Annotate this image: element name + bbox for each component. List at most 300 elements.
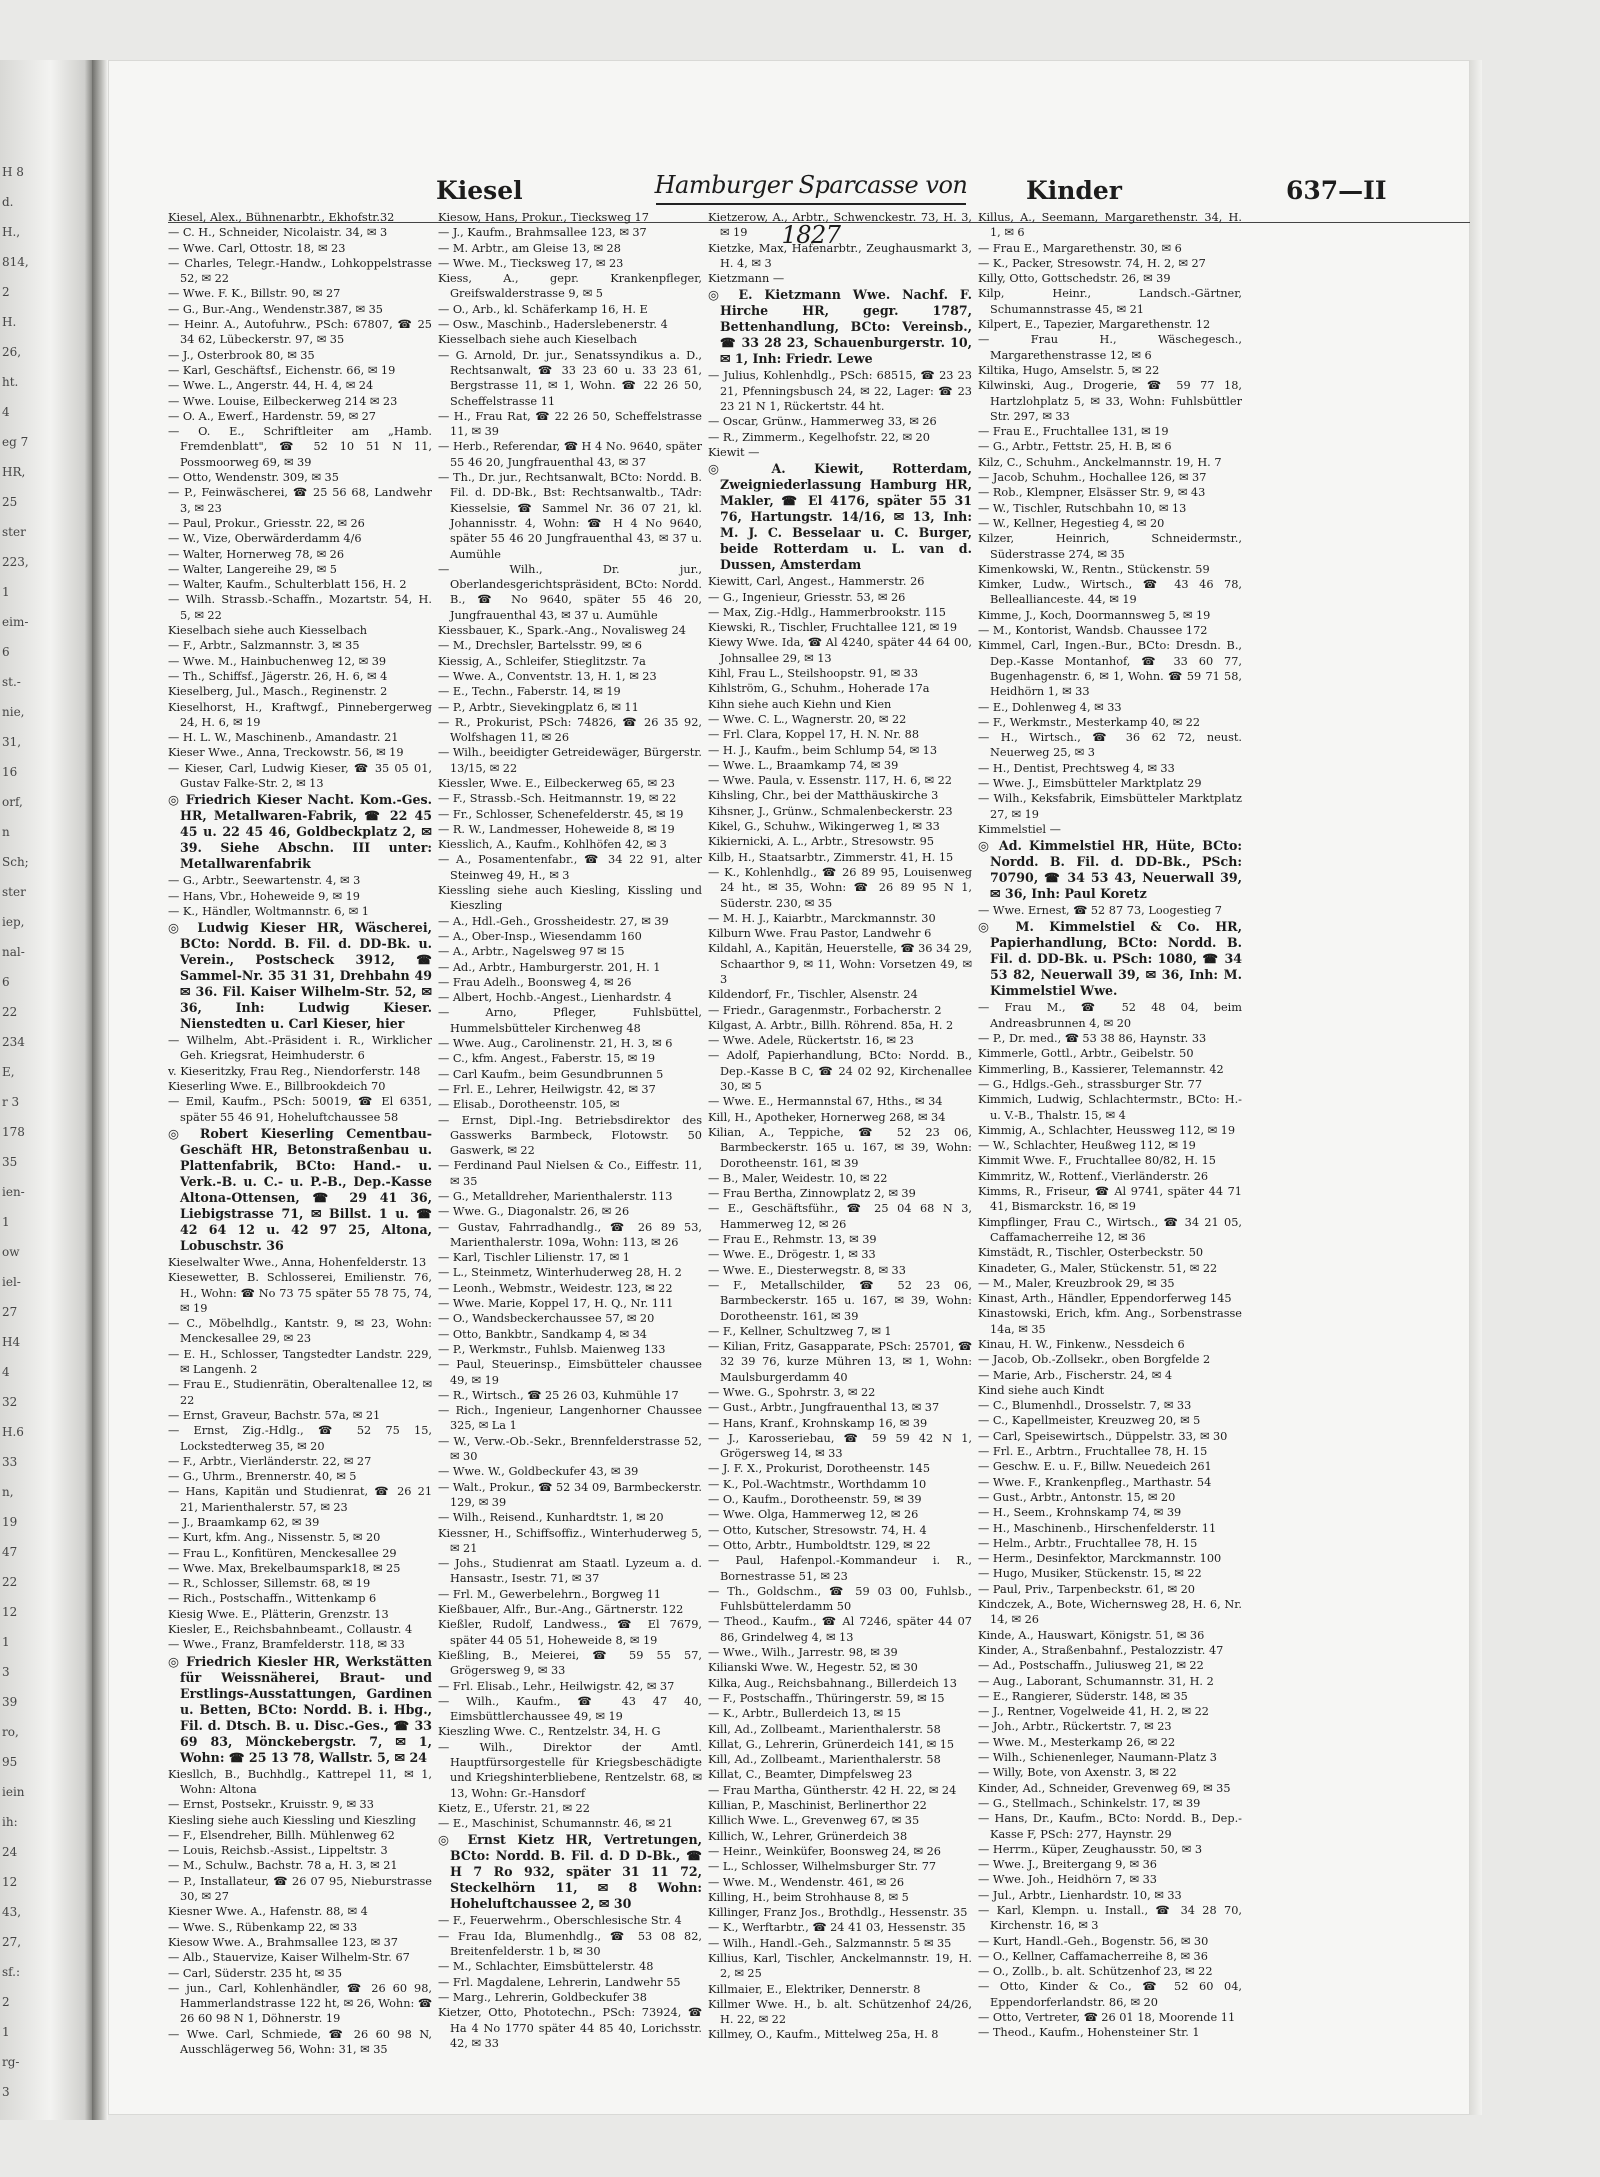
- directory-entry: — Wwe. C. L., Wagnerstr. 20, ✉ 22: [708, 712, 907, 726]
- directory-entry: — Fr., Schlosser, Schenefelderstr. 45, ✉ 19: [438, 807, 684, 821]
- directory-entry: — Wilh., Dr. jur., Oberlandesgerichtspräsident, BCto: Nordd. B., ☎ No 9640, später 55 46 20, Jungfrauenthal 43, ✉ 37 u. Aumühle: [438, 562, 702, 622]
- directory-entry: — Helm., Arbtr., Fruchtallee 78, H. 15: [978, 1536, 1198, 1550]
- directory-entry: Kilka, Aug., Reichsbahnang., Billerdeich 13: [708, 1676, 957, 1690]
- directory-entry: — M., Kontorist, Wandsb. Chaussee 172: [978, 624, 1208, 638]
- directory-entry: — O., Wandsbeckerchaussee 57, ✉ 20: [438, 1312, 655, 1326]
- binding-text-fragment: HR,: [2, 465, 26, 479]
- directory-entry: — Wwe. M., Hainbuchenweg 12, ✉ 39: [168, 654, 387, 668]
- directory-entry: — Hans, Dr., Kaufm., BCto: Nordd. B., Dep.-Kasse F, PSch: 277, Haynstr. 29: [978, 1812, 1242, 1841]
- directory-entry: — Paul, Priv., Tarpenbeckstr. 61, ✉ 20: [978, 1582, 1195, 1596]
- directory-entry: Kiewy Wwe. Ida, ☎ Al 4240, später 44 64 00, Johnsallee 29, ✉ 13: [708, 636, 972, 665]
- directory-entry: Kilz, C., Schuhm., Anckelmannstr. 19, H. 7: [978, 455, 1222, 469]
- directory-entry: — Osw., Maschinb., Haderslebenerstr. 4: [438, 318, 668, 332]
- directory-entry: — E., Maschinist, Schumannstr. 46, ✉ 21: [438, 1817, 673, 1831]
- directory-entry: — Carl, Speisewirtsch., Düppelstr. 33, ✉ 30: [978, 1429, 1228, 1443]
- directory-entry: Kimme, J., Koch, Doormannsweg 5, ✉ 19: [978, 608, 1211, 622]
- directory-column-2: [438, 210, 702, 2095]
- directory-entry: — Hugo, Musiker, Stückenstr. 15, ✉ 22: [978, 1567, 1202, 1581]
- directory-entry: — Wwe. L., Angerstr. 44, H. 4, ✉ 24: [168, 379, 374, 393]
- binding-text-fragment: n,: [2, 1485, 14, 1499]
- directory-entry: Kihl, Frau L., Steilshoopstr. 91, ✉ 33: [708, 667, 919, 681]
- directory-entry: Kilb, H., Staatsarbtr., Zimmerstr. 41, H. 15: [708, 850, 954, 864]
- sparcasse-logo-text: Hamburger Sparcasse von 1827: [654, 171, 968, 249]
- directory-entry: Kilpert, E., Tapezier, Margarethenstr. 12: [978, 318, 1211, 332]
- binding-text-fragment: r 3: [2, 1095, 20, 1109]
- directory-entry: — Frl. E., Lehrer, Heilwigstr. 42, ✉ 37: [438, 1082, 656, 1096]
- directory-entry: — Kieser, Carl, Ludwig Kieser, ☎ 35 05 01, Gustav Falke-Str. 2, ✉ 13: [168, 761, 432, 790]
- directory-entry: — Carl Kaufm., beim Gesundbrunnen 5: [438, 1067, 664, 1081]
- directory-entry: — P., Arbtr., Sievekingplatz 6, ✉ 11: [438, 700, 639, 714]
- directory-entry: Kieselwalter Wwe., Anna, Hohenfelderstr. 13: [168, 1255, 427, 1269]
- directory-entry: Kiesewetter, B. Schlosserei, Emilienstr. 76, H., Wohn: ☎ No 73 75 später 55 78 75, 74, ✉ 19: [168, 1271, 432, 1315]
- directory-entry: — R., Wirtsch., ☎ 25 26 03, Kuhmühle 17: [438, 1388, 679, 1402]
- directory-entry: — Gust., Arbtr., Antonstr. 15, ✉ 20: [978, 1490, 1176, 1504]
- directory-entry: — Emil, Kaufm., PSch: 50019, ☎ El 6351, später 55 46 91, Hoheluftchaussee 58: [168, 1095, 432, 1124]
- directory-entry: — Rob., Klempner, Elsässer Str. 9, ✉ 43: [978, 486, 1206, 500]
- directory-entry: — Walter, Kaufm., Schulterblatt 156, H. 2: [168, 578, 407, 592]
- directory-entry: — Karl, Klempn. u. Install., ☎ 34 28 70, Kirchenstr. 16, ✉ 3: [978, 1903, 1242, 1933]
- directory-entry: Kietzmann —: [708, 272, 785, 286]
- binding-text-fragment: d.: [2, 195, 14, 209]
- directory-entry: Killich Wwe. L., Grevenweg 67, ✉ 35: [708, 1814, 920, 1828]
- binding-text-fragment: 4: [2, 405, 10, 419]
- directory-entry: — O. E., Schriftleiter am „Hamb. Fremdenblatt", ☎ 52 10 51 N 11, Possmoorweg 69, ✉ 39: [168, 425, 432, 469]
- directory-entry: Kilgast, A. Arbtr., Billh. Röhrend. 85a, H. 2: [708, 1018, 954, 1032]
- binding-text-fragment: E,: [2, 1065, 15, 1079]
- directory-entry: Kihsner, J., Grünw., Schmalenbeckerstr. 23: [708, 804, 953, 818]
- directory-entry: — W., Vize, Oberwärderdamm 4/6: [168, 532, 362, 546]
- directory-entry: — Frl. Magdalene, Lehrerin, Landwehr 55: [438, 1975, 681, 1989]
- directory-entry: Kiesel, Alex., Bühnenarbtr., Ekhofstr.32: [168, 211, 395, 224]
- directory-entry: — Frau Adelh., Boonsweg 4, ✉ 26: [438, 975, 632, 989]
- directory-entry: Kimmig, A., Schlachter, Heussweg 112, ✉ 19: [978, 1123, 1236, 1137]
- directory-entry: — Walt., Prokur., ☎ 52 34 09, Barmbeckerstr. 129, ✉ 39: [438, 1480, 702, 1509]
- directory-entry: Kieselhorst, H., Kraftwgf., Pinnebergerweg 24, H. 6, ✉ 19: [168, 700, 432, 729]
- directory-entry: — C., kfm. Angest., Faberstr. 15, ✉ 19: [438, 1052, 656, 1066]
- directory-entry: — Frau H., Wäschegesch., Margarethenstrasse 12, ✉ 6: [978, 333, 1242, 362]
- binding-text-fragment: 2: [2, 285, 10, 299]
- directory-entry: ◎ Friedrich Kiesler HR, Werkstätten für Weissnäherei, Braut- und Erstlings-Ausstattungen, Gardinen u. Betten, BCto: Nordd. B. i. Hbg., Fil. d. Dtsch. B. u. Disc.-Ges., ☎ 33 69 83, Mönckebergstr. 7, ✉ 1, Wohn: ☎ 25 13 78, Wallstr. 5, ✉ 24: [168, 1653, 432, 1765]
- directory-entry: — E., Techn., Faberstr. 14, ✉ 19: [438, 685, 621, 699]
- directory-entry: ◎ A. Kiewit, Rotterdam, Zweigniederlassung Hamburg HR, Makler, ☎ El 4176, später 55 31 76, Hartungstr. 14/16, ✉ 13, Inh: M. J. C. Besselaar u. C. Burger, beide Rotterdam u. L. van d. Dussen, Amsterdam: [708, 461, 972, 573]
- binding-text-fragment: 3: [2, 1665, 10, 1679]
- directory-entry: — G., Stellmach., Schinkelstr. 17, ✉ 39: [978, 1796, 1201, 1810]
- binding-text-fragment: 22: [2, 1575, 18, 1589]
- directory-entry: — M., Drechsler, Bartelsstr. 99, ✉ 6: [438, 639, 642, 653]
- directory-entry: — Elisab., Dorotheenstr. 105, ✉: [438, 1098, 620, 1112]
- directory-entry: — Wilh., Keksfabrik, Eimsbütteler Marktplatz 27, ✉ 19: [978, 792, 1242, 821]
- directory-entry: — Wwe. Joh., Heidhörn 7, ✉ 33: [978, 1873, 1157, 1887]
- directory-entry: — C., Kapellmeister, Kreuzweg 20, ✉ 5: [978, 1414, 1201, 1428]
- binding-text-fragment: 6: [2, 645, 10, 659]
- directory-entry: — Rich., Ingenieur, Langenhorner Chaussee 325, ✉ La 1: [438, 1404, 702, 1433]
- directory-entry: Kikiernicki, A. L., Arbtr., Stresowstr. 95: [708, 835, 935, 849]
- directory-entry: Kindczek, A., Bote, Wichernsweg 28, H. 6, Nr. 14, ✉ 26: [978, 1598, 1242, 1627]
- directory-entry: — Wilh., Schienenleger, Naumann-Platz 3: [978, 1751, 1217, 1765]
- page-number: 637—II: [1286, 176, 1387, 205]
- directory-entry: — H., Seem., Krohnskamp 74, ✉ 39: [978, 1506, 1182, 1520]
- directory-entry: — A., Posamentenfabr., ☎ 34 22 91, alter Steinweg 49, H., ✉ 3: [438, 853, 702, 882]
- binding-text-fragment: H4: [2, 1335, 21, 1349]
- directory-entry: Kildahl, A., Kapitän, Heuerstelle, ☎ 36 34 29, Schaarthor 9, ✉ 11, Wohn: Vorsetzen 49, ✉ 3: [708, 942, 972, 986]
- binding-text-fragment: 223,: [2, 555, 29, 569]
- directory-entry: — Frau E., Rehmstr. 13, ✉ 39: [708, 1233, 877, 1247]
- directory-entry: Kiesselbach siehe auch Kieselbach: [438, 333, 638, 347]
- directory-entry: Kimmelstiel —: [978, 822, 1061, 836]
- directory-entry: — Wwe. A., Conventstr. 13, H. 1, ✉ 23: [438, 669, 657, 683]
- directory-entry: Kinadeter, G., Maler, Stückenstr. 51, ✉ 22: [978, 1261, 1218, 1275]
- directory-entry: — Paul, Prokur., Griesstr. 22, ✉ 26: [168, 516, 365, 530]
- directory-entry: Killing, H., beim Strohhause 8, ✉ 5: [708, 1890, 909, 1904]
- directory-entry: — G., Metalldreher, Marienthalerstr. 113: [438, 1190, 673, 1203]
- directory-entry: — Carl, Süderstr. 235 ht, ✉ 35: [168, 1966, 343, 1980]
- directory-entry: — L., Steinmetz, Winterhuderweg 28, H. 2: [438, 1266, 682, 1280]
- directory-entry: — H., Maschinenb., Hirschenfelderstr. 11: [978, 1521, 1217, 1535]
- binding-strip-previous-page: [0, 60, 92, 2120]
- directory-entry: — Otto, Kutscher, Stresowstr. 74, H. 4: [708, 1523, 927, 1537]
- directory-entry: Kimmerling, B., Kassierer, Telemannstr. 42: [978, 1062, 1224, 1076]
- directory-entry: — F., Kellner, Schultzweg 7, ✉ 1: [708, 1324, 892, 1338]
- directory-column-3: [708, 210, 972, 2095]
- directory-entry: Kiltika, Hugo, Amselstr. 5, ✉ 22: [978, 363, 1160, 377]
- binding-text-fragment: 26,: [2, 345, 22, 359]
- directory-entry: — Wwe. Aug., Carolinenstr. 21, H. 3, ✉ 6: [438, 1037, 673, 1051]
- directory-entry: — Wwe. M., Wendenstr. 461, ✉ 26: [708, 1875, 905, 1889]
- directory-entry: — G. Arnold, Dr. jur., Senatssyndikus a. D., Rechtsanwalt, ☎ 33 23 60 u. 33 23 61, Bergstrasse 11, ✉ 1, Wohn. ☎ 22 26 50, Scheffelstrasse 11: [438, 348, 702, 408]
- directory-entry: Kiesling siehe auch Kiessling und Kieszling: [168, 1813, 416, 1827]
- directory-entry: Kiesllch, B., Buchhdlg., Kattrepel 11, ✉ 1, Wohn: Altona: [168, 1767, 432, 1796]
- directory-entry: Killus, A., Seemann, Margarethenstr. 34, H. 1, ✉ 6: [978, 211, 1242, 240]
- directory-entry: — Otto, Arbtr., Humboldtstr. 129, ✉ 22: [708, 1538, 931, 1552]
- directory-entry: — Karl, Geschäftsf., Eichenstr. 66, ✉ 19: [168, 363, 396, 377]
- directory-entry: — G., Bur.-Ang., Wendenstr.387, ✉ 35: [168, 302, 383, 316]
- directory-entry: — G., Hdlgs.-Geh., strassburger Str. 77: [978, 1077, 1203, 1091]
- directory-entry: — Wwe. E., Drögestr. 1, ✉ 33: [708, 1248, 876, 1262]
- directory-entry: — W., Tischler, Rutschbahn 10, ✉ 13: [978, 501, 1187, 515]
- directory-entry: — F., Feuerwehrm., Oberschlesische Str. 4: [438, 1914, 682, 1928]
- directory-entry: — Wwe., Franz, Bramfelderstr. 118, ✉ 33: [168, 1638, 405, 1652]
- directory-entry: — Frau E., Studienrätin, Oberaltenallee 12, ✉ 22: [168, 1378, 432, 1407]
- directory-entry: — Herb., Referendar, ☎ H 4 No. 9640, später 55 46 20, Jungfrauenthal 43, ✉ 37: [438, 440, 702, 469]
- directory-entry: — Th., Schiffsf., Jägerstr. 26, H. 6, ✉ 4: [168, 669, 388, 683]
- directory-entry: — Aug., Laborant, Schumannstr. 31, H. 2: [978, 1674, 1214, 1688]
- directory-entry: Kiessler, Wwe. E., Eilbeckerweg 65, ✉ 23: [438, 776, 675, 790]
- directory-entry: ◎ Ludwig Kieser HR, Wäscherei, BCto: Nordd. B. Fil. d. DD-Bk. u. Verein., Postscheck 3912, ☎ Sammel-Nr. 35 31 31, Drehbahn 49 ✉ 36. Fil. Kaiser Wilhelm-Str. 52, ✉ 36, Inh: Ludwig Kieser. Nienstedten u. Carl Kieser, hier: [168, 920, 432, 1032]
- directory-entry: — F., Arbtr., Vierländerstr. 22, ✉ 27: [168, 1454, 372, 1468]
- binding-text-fragment: 1: [2, 2025, 10, 2039]
- directory-entry: — Wilhelm, Abt.-Präsident i. R., Wirklicher Geh. Kriegsrat, Heimhuderstr. 6: [168, 1034, 432, 1063]
- directory-entry: Kiesow Wwe. A., Brahmsallee 123, ✉ 37: [168, 1935, 398, 1949]
- binding-text-fragment: ow: [2, 1245, 20, 1259]
- directory-entry: — Wilh., Direktor der Amtl. Hauptfürsorgestelle für Kriegsbeschädigte und Kriegshinterbliebene, Rentzelstr. 68, ✉ 13, Wohn: Gr.-Hansdorf: [438, 1740, 702, 1800]
- directory-entry: ◎ Friedrich Kieser Nacht. Kom.-Ges. HR, Metallwaren-Fabrik, ☎ 22 45 45 u. 22 45 46, Goldbeckplatz 2, ✉ 39. Siehe Abschn. III unter: Metallwarenfabrik: [168, 792, 432, 872]
- directory-entry: Kiewit —: [708, 445, 760, 459]
- directory-entry: — H., Dentist, Prechtsweg 4, ✉ 33: [978, 761, 1175, 775]
- directory-entry: Kiessig, A., Schleifer, Stieglitzstr. 7a: [438, 654, 646, 668]
- directory-entry: — C., Möbelhdlg., Kantstr. 9, ✉ 23, Wohn: Menckesallee 29, ✉ 23: [168, 1317, 432, 1346]
- directory-entry: — H., Wirtsch., ☎ 36 62 72, neust. Neuerweg 25, ✉ 3: [978, 731, 1242, 760]
- directory-entry: — M., Maler, Kreuzbrook 29, ✉ 35: [978, 1276, 1175, 1290]
- directory-entry: — Frau Bertha, Zinnowplatz 2, ✉ 39: [708, 1187, 916, 1201]
- binding-text-fragment: 12: [2, 1605, 18, 1619]
- directory-entry: — Wilh., Reisend., Kunhardtstr. 1, ✉ 20: [438, 1511, 664, 1525]
- directory-page: [108, 60, 1470, 2115]
- directory-entry: Kiessbauer, K., Spark.-Ang., Novalisweg 24: [438, 624, 686, 638]
- directory-entry: — F., Metallschilder, ☎ 52 23 06, Barmbeckerstr. 165 u. 167, ✉ 39, Wohn: Dorotheenstr. 161, ✉ 39: [708, 1278, 972, 1323]
- binding-text-fragment: st.-: [2, 675, 21, 689]
- directory-entry: — Kurt, Handl.-Geh., Bogenstr. 56, ✉ 30: [978, 1934, 1209, 1948]
- directory-entry: Kießling, B., Meierei, ☎ 59 55 57, Grögersweg 9, ✉ 33: [438, 1648, 702, 1678]
- directory-entry: — Th., Goldschm., ☎ 59 03 00, Fuhlsb., Fuhlsbüttelerdamm 50: [708, 1584, 972, 1614]
- directory-entry: Kietzer, Otto, Phototechn., PSch: 73924, ☎ Ha 4 No 1770 später 44 85 40, Lorichsstr. 42, ✉ 33: [438, 2006, 702, 2050]
- directory-entry: Kiesner Wwe. A., Hafenstr. 88, ✉ 4: [168, 1905, 368, 1919]
- directory-entry: — Frau Ida, Blumenhdlg., ☎ 53 08 82, Breitenfelderstr. 1 b, ✉ 30: [438, 1929, 702, 1959]
- directory-entry: — L., Schlosser, Wilhelmsburger Str. 77: [708, 1860, 937, 1874]
- directory-entry: — P., Installateur, ☎ 26 07 95, Nieburstrasse 30, ✉ 27: [168, 1874, 432, 1904]
- directory-entry: Kilp, Heinr., Landsch.-Gärtner, Schumannstrasse 45, ✉ 21: [978, 287, 1242, 316]
- directory-entry: — Ad., Arbtr., Hamburgerstr. 201, H. 1: [438, 960, 661, 974]
- binding-text-fragment: orf,: [2, 795, 23, 809]
- directory-entry: Kiessling siehe auch Kiesling, Kissling und Kieszling: [438, 884, 702, 913]
- directory-entry: — M., Schulw., Bachstr. 78 a, H. 3, ✉ 21: [168, 1859, 398, 1873]
- directory-entry: — R., Prokurist, PSch: 74826, ☎ 26 35 92, Wolfshagen 11, ✉ 26: [438, 715, 702, 745]
- binding-text-fragment: H.,: [2, 225, 21, 239]
- binding-text-fragment: 16: [2, 765, 18, 779]
- binding-text-fragment: 3: [2, 2085, 10, 2099]
- directory-entry: — R., Schlosser, Sillemstr. 68, ✉ 19: [168, 1577, 371, 1591]
- directory-entry: — Wwe. F., Krankenpfleg., Marthastr. 54: [978, 1475, 1212, 1489]
- directory-entry: — Alb., Stauervize, Kaiser Wilhelm-Str. 67: [168, 1951, 410, 1965]
- binding-text-fragment: ih:: [2, 1815, 18, 1829]
- directory-entry: — Paul, Steuerinsp., Eimsbütteler chaussee 49, ✉ 19: [438, 1358, 702, 1387]
- binding-text-fragment: 1: [2, 585, 10, 599]
- directory-entry: Kietz, E., Uferstr. 21, ✉ 22: [438, 1801, 590, 1815]
- directory-entry: — R. W., Landmesser, Hoheweide 8, ✉ 19: [438, 822, 675, 836]
- binding-text-fragment: 27: [2, 1305, 18, 1319]
- directory-entry: — Arno, Pfleger, Fuhlsbüttel, Hummelsbütteler Kirchenweg 48: [438, 1006, 702, 1035]
- directory-entry: — K., Packer, Stresowstr. 74, H. 2, ✉ 27: [978, 256, 1206, 270]
- directory-entry: — Julius, Kohlenhdlg., PSch: 68515, ☎ 23 23 21, Pfenningsbusch 24, ✉ 22, Lager: ☎ 23 23 21 N 1, Rückertstr. 44 ht.: [708, 369, 972, 414]
- directory-entry: — Gustav, Fahrradhandlg., ☎ 26 89 53, Marienthalerstr. 109a, Wohn: 113, ✉ 26: [438, 1220, 702, 1249]
- directory-entry: Kietzerow, A., Arbtr., Schwenckestr. 73, H. 3, ✉ 19: [708, 211, 972, 240]
- directory-entry: — Frau E., Fruchtallee 131, ✉ 19: [978, 425, 1169, 439]
- directory-entry: — P., Werkmstr., Fuhlsb. Maienweg 133: [438, 1342, 666, 1356]
- directory-entry: — Karl, Tischler Lilienstr. 17, ✉ 1: [438, 1251, 630, 1265]
- directory-entry: Kinau, H. W., Finkenw., Nessdeich 6: [978, 1338, 1185, 1351]
- directory-entry: Kimpflinger, Frau C., Wirtsch., ☎ 34 21 05, Caffamacherreihe 12, ✉ 36: [978, 1215, 1242, 1244]
- directory-entry: — E., Dohlenweg 4, ✉ 33: [978, 700, 1122, 714]
- directory-entry: — G., Ingenieur, Griesstr. 53, ✉ 26: [708, 590, 906, 604]
- directory-entry: — Gust., Arbtr., Jungfrauenthal 13, ✉ 37: [708, 1401, 940, 1415]
- directory-entry: Kill, H., Apotheker, Hornerweg 268, ✉ 34: [708, 1110, 946, 1124]
- binding-text-fragment: iel-: [2, 1275, 21, 1289]
- directory-entry: Killmer Wwe. H., b. alt. Schützenhof 24/26, H. 22, ✉ 22: [708, 1997, 972, 2027]
- directory-entry: — M. H. J., Kaiarbtr., Marckmannstr. 30: [708, 911, 936, 925]
- directory-entry: — P., Dr. med., ☎ 53 38 86, Haynstr. 33: [978, 1032, 1207, 1046]
- directory-entry: — Adolf, Papierhandlung, BCto: Nordd. B., Dep.-Kasse B C, ☎ 24 02 92, Kirchenallee 30, ✉ 5: [708, 1049, 972, 1094]
- directory-entry: Kieser Wwe., Anna, Treckowstr. 56, ✉ 19: [168, 746, 404, 760]
- directory-entry: — J., Osterbrook 80, ✉ 35: [168, 348, 315, 362]
- directory-entry: Kinder, A., Straßenbahnf., Pestalozzistr. 47: [978, 1643, 1224, 1657]
- directory-entry: — Frl. E., Arbtrn., Fruchtallee 78, H. 15: [978, 1445, 1208, 1459]
- directory-entry: Killian, P., Maschinist, Berlinerthor 22: [708, 1799, 927, 1813]
- directory-entry: — O., Kaufm., Dorotheenstr. 59, ✉ 39: [708, 1493, 922, 1507]
- directory-entry: — Frau Martha, Güntherstr. 42 H. 22, ✉ 24: [708, 1783, 957, 1797]
- directory-entry: — Herrm., Küper, Zeughausstr. 50, ✉ 3: [978, 1842, 1203, 1856]
- directory-entry: — Otto, Wendenstr. 309, ✉ 35: [168, 471, 339, 485]
- directory-entry: Kietzke, Max, Hafenarbtr., Zeughausmarkt 3, H. 4, ✉ 3: [708, 241, 972, 270]
- directory-entry: — Wwe. J., Breitergang 9, ✉ 36: [978, 1858, 1157, 1872]
- directory-entry: — K., Händler, Woltmannstr. 6, ✉ 1: [168, 904, 369, 918]
- directory-entry: — Frau L., Konfitüren, Menckesallee 29: [168, 1546, 397, 1560]
- directory-entry: — F., Elsendreher, Billh. Mühlenweg 62: [168, 1828, 395, 1842]
- binding-text-fragment: n: [2, 825, 10, 839]
- binding-text-fragment: nal-: [2, 945, 25, 959]
- binding-text-fragment: eim-: [2, 615, 29, 629]
- binding-text-fragment: iep,: [2, 915, 25, 929]
- directory-entry: — Frl. M., Gewerbelehrn., Borgweg 11: [438, 1587, 661, 1601]
- directory-entry: — Leonh., Webmstr., Weidestr. 123, ✉ 22: [438, 1281, 673, 1295]
- directory-entry: Kiesow, Hans, Prokur., Tiecksweg 17: [438, 211, 649, 224]
- directory-entry: — Wwe. W., Goldbeckufer 43, ✉ 39: [438, 1465, 639, 1479]
- header-last-entry: Kinder: [1026, 176, 1122, 205]
- binding-text-fragment: 814,: [2, 255, 29, 269]
- directory-entry: — Th., Dr. jur., Rechtsanwalt, BCto: Nordd. B. Fil. d. DD-Bk., Bst: Rechtsanwaltb., TAdr: Kiesselsie, ☎ Sammel Nr. 36 07 21, kl. Johannisstr. 4, Wohn: ☎ H 4 No 9640, später 55 46 20 Jungfrauenthal 43, ✉ 37 u. Aumühle: [438, 471, 702, 561]
- directory-entry: — K., Werftarbtr., ☎ 24 41 03, Hessenstr. 35: [708, 1921, 966, 1935]
- binding-text-fragment: 27,: [2, 1935, 22, 1949]
- directory-entry: Kill, Ad., Zollbeamt., Marienthalerstr. 58: [708, 1722, 941, 1736]
- directory-entry: Kihn siehe auch Kiehn und Kien: [708, 697, 892, 711]
- directory-entry: — A., Ober-Insp., Wiesendamm 160: [438, 929, 642, 943]
- directory-entry: — F., Werkmstr., Mesterkamp 40, ✉ 22: [978, 715, 1201, 729]
- directory-entry: — Louis, Reichsb.-Assist., Lippeltstr. 3: [168, 1844, 388, 1858]
- directory-entry: — Wwe. Max, Brekelbaumspark18, ✉ 25: [168, 1561, 401, 1575]
- directory-entry: — Jacob, Schuhm., Hochallee 126, ✉ 37: [978, 471, 1207, 485]
- directory-entry: — Ernst, Dipl.-Ing. Betriebsdirektor des Gasswerks Barmbeck, Flotowstr. 50 Gaswerk, ✉ 22: [438, 1113, 702, 1158]
- directory-entry: — Wilh. Strassb.-Schaffn., Mozartstr. 54, H. 5, ✉ 22: [168, 593, 432, 622]
- binding-text-fragment: 35: [2, 1155, 18, 1169]
- directory-entry: — F., Strassb.-Sch. Heitmannstr. 19, ✉ 22: [438, 792, 677, 806]
- directory-entry: — Kurt, kfm. Ang., Nissenstr. 5, ✉ 20: [168, 1531, 381, 1545]
- directory-entry: — A., Arbtr., Nagelsweg 97 ✉ 15: [438, 945, 625, 959]
- binding-text-fragment: ster: [2, 885, 26, 899]
- directory-entry: — Geschw. E. u. F., Billw. Neuedeich 261: [978, 1460, 1212, 1474]
- directory-entry: Kiess, A., gepr. Krankenpfleger, Greifswalderstrasse 9, ✉ 5: [438, 272, 702, 301]
- binding-text-fragment: iein: [2, 1785, 25, 1799]
- directory-entry: — Jacob, Ob.-Zollsekr., oben Borgfelde 2: [978, 1353, 1211, 1367]
- directory-entry: — H. J., Kaufm., beim Schlump 54, ✉ 13: [708, 743, 938, 757]
- directory-entry: Kinde, A., Hauswart, Königstr. 51, ✉ 36: [978, 1628, 1205, 1642]
- directory-entry: — E., Rangierer, Süderstr. 148, ✉ 35: [978, 1689, 1188, 1703]
- directory-entry: Kieszling Wwe. C., Rentzelstr. 34, H. G: [438, 1725, 661, 1739]
- directory-entry: — Wwe. Ernest, ☎ 52 87 73, Loogestieg 7: [978, 904, 1222, 918]
- directory-entry: — Heinr., Weinküfer, Boonsweg 24, ✉ 26: [708, 1844, 941, 1858]
- directory-entry: — Wwe., Wilh., Jarrestr. 98, ✉ 39: [708, 1646, 898, 1660]
- binding-text-fragment: ro,: [2, 1725, 19, 1739]
- binding-text-fragment: 31,: [2, 735, 22, 749]
- directory-entry: — Joh., Arbtr., Rückertstr. 7, ✉ 23: [978, 1720, 1172, 1734]
- directory-entry: — Marg., Lehrerin, Goldbeckufer 38: [438, 1990, 647, 2004]
- directory-entry: — Walter, Langereihe 29, ✉ 5: [168, 562, 337, 576]
- directory-entry: — Wilh., Kaufm., ☎ 43 47 40, Eimsbüttlerchaussee 49, ✉ 19: [438, 1694, 702, 1724]
- directory-entry: — K., Arbtr., Bullerdeich 13, ✉ 15: [708, 1707, 901, 1721]
- directory-entry: Kind siehe auch Kindt: [978, 1383, 1105, 1397]
- directory-entry: — J., Karosseriebau, ☎ 59 59 42 N 1, Grögersweg 14, ✉ 33: [708, 1431, 972, 1461]
- directory-entry: — Kilian, Fritz, Gasapparate, PSch: 25701, ☎ 32 39 76, kurze Mühren 13, ✉ 1, Wohn: Maulsburgerdamm 40: [708, 1340, 972, 1384]
- directory-entry: — Charles, Telegr.-Handw., Lohkoppelstrasse 52, ✉ 22: [168, 256, 432, 286]
- binding-text-fragment: sf.:: [2, 1965, 21, 1979]
- directory-entry: — P., Feinwäscherei, ☎ 25 56 68, Landwehr 3, ✉ 23: [168, 486, 432, 515]
- directory-entry: — W., Verw.-Ob.-Sekr., Brennfelderstrasse 52, ✉ 30: [438, 1434, 702, 1464]
- binding-text-fragment: 1: [2, 1635, 10, 1649]
- directory-entry: — F., Arbtr., Salzmannstr. 3, ✉ 35: [168, 639, 360, 653]
- page-right-edge: [1470, 60, 1482, 2115]
- binding-text-fragment: H.: [2, 315, 17, 329]
- directory-entry: — G., Arbtr., Fettstr. 25, H. B, ✉ 6: [978, 440, 1172, 454]
- directory-entry: — Frl. Clara, Koppel 17, H. N. Nr. 88: [708, 728, 920, 742]
- directory-entry: — O., Arb., kl. Schäferkamp 16, H. E: [438, 302, 648, 316]
- binding-text-fragment: 19: [2, 1515, 18, 1529]
- binding-text-fragment: 4: [2, 1365, 10, 1379]
- directory-entry: Kimms, R., Friseur, ☎ Al 9741, später 44 71 41, Bismarckstr. 16, ✉ 19: [978, 1185, 1242, 1214]
- directory-column-1: [168, 210, 432, 2095]
- directory-entry: v. Kieseritzky, Frau Reg., Niendorferstr. 148: [168, 1064, 421, 1078]
- directory-entry: Killat, G., Lehrerin, Grünerdeich 141, ✉ 15: [708, 1737, 955, 1751]
- directory-entry: — M., Schlachter, Eimsbüttelerstr. 48: [438, 1960, 654, 1974]
- directory-entry: Kilian, A., Teppiche, ☎ 52 23 06, Barmbeckerstr. 165 u. 167, ✉ 39, Wohn: Dorotheenstr. 161, ✉ 39: [708, 1125, 972, 1170]
- directory-entry: — Otto, Vertreter, ☎ 26 01 18, Moorende 11: [978, 2011, 1236, 2025]
- binding-text-fragment: nie,: [2, 705, 25, 719]
- directory-entry: — Frl. Elisab., Lehr., Heilwigstr. 42, ✉ 37: [438, 1679, 675, 1693]
- directory-entry: — Ernst, Graveur, Bachstr. 57a, ✉ 21: [168, 1408, 381, 1422]
- directory-entry: — K., Kohlenhdlg., ☎ 26 89 95, Louisenweg 24 ht., ✉ 35, Wohn: ☎ 26 89 95 N 1, Süderstr. 230, ✉ 35: [708, 865, 972, 910]
- directory-entry: Kinastowski, Erich, kfm. Ang., Sorbenstrasse 14a, ✉ 35: [978, 1307, 1242, 1336]
- directory-entry: Kildendorf, Fr., Tischler, Alsenstr. 24: [708, 988, 918, 1002]
- directory-entry: — O., Zollb., b. alt. Schützenhof 23, ✉ 22: [978, 1965, 1213, 1979]
- directory-entry: — Albert, Hochb.-Angest., Lienhardstr. 4: [438, 991, 672, 1005]
- directory-column-4: [978, 210, 1242, 2095]
- directory-entry: Killius, Karl, Tischler, Anckelmannstr. 19, H. 2, ✉ 25: [708, 1951, 972, 1981]
- binding-text-fragment: 6: [2, 975, 10, 989]
- directory-entry: Kill, Ad., Zollbeamt., Marienthalerstr. 58: [708, 1753, 941, 1767]
- directory-entry: Killmey, O., Kaufm., Mittelweg 25a, H. 8: [708, 2028, 939, 2042]
- header-first-entry: Kiesel: [436, 176, 523, 205]
- directory-entry: Kimmerle, Gottl., Arbtr., Geibelstr. 50: [978, 1047, 1194, 1061]
- directory-entry: — W., Schlachter, Heußweg 112, ✉ 19: [978, 1139, 1196, 1153]
- directory-entry: — Friedr., Garagenmstr., Forbacherstr. 2: [708, 1003, 942, 1017]
- directory-entry: — Oscar, Grünw., Hammerweg 33, ✉ 26: [708, 415, 937, 429]
- directory-entry: — Theod., Kaufm., ☎ Al 7246, später 44 07 86, Grindelweg 4, ✉ 13: [708, 1615, 972, 1644]
- directory-entry: — Wwe. Louise, Eilbeckerweg 214 ✉ 23: [168, 394, 398, 408]
- directory-entry: — Ferdinand Paul Nielsen & Co., Eiffestr. 11, ✉ 35: [438, 1159, 702, 1188]
- binding-text-fragment: rg-: [2, 2055, 20, 2069]
- directory-entry: — Wwe. J., Eimsbütteler Marktplatz 29: [978, 776, 1202, 790]
- directory-entry: — Ernst, Zig.-Hdlg., ☎ 52 75 15, Lockstedterweg 35, ✉ 20: [168, 1424, 432, 1453]
- directory-entry: — Wwe. Carl, Schmiede, ☎ 26 60 98 N, Ausschlägerweg 56, Wohn: 31, ✉ 35: [168, 2027, 432, 2057]
- directory-entry: Killich, W., Lehrer, Grünerdeich 38: [708, 1829, 908, 1843]
- binding-text-fragment: 43,: [2, 1905, 22, 1919]
- directory-entry: — Otto, Bankbtr., Sandkamp 4, ✉ 34: [438, 1327, 647, 1341]
- directory-entry: — O., Kellner, Caffamacherreihe 8, ✉ 36: [978, 1949, 1208, 1963]
- binding-text-fragment: 22: [2, 1005, 18, 1019]
- directory-entry: — Walter, Hornerweg 78, ✉ 26: [168, 547, 345, 561]
- directory-entry: Kimmich, Ludwig, Schlachtermstr., BCto: H.- u. V.-B., Thalstr. 15, ✉ 4: [978, 1093, 1242, 1122]
- directory-entry: — J., Rentner, Vogelweide 41, H. 2, ✉ 22: [978, 1705, 1209, 1719]
- directory-entry: Kilburn Wwe. Frau Pastor, Landwehr 6: [708, 927, 932, 941]
- directory-entry: — Paul, Hafenpol.-Kommandeur i. R., Bornestrasse 51, ✉ 23: [708, 1554, 972, 1583]
- directory-entry: — Wwe. S., Rübenkamp 22, ✉ 33: [168, 1920, 358, 1934]
- directory-entry: — H., Frau Rat, ☎ 22 26 50, Scheffelstrasse 11, ✉ 39: [438, 409, 702, 439]
